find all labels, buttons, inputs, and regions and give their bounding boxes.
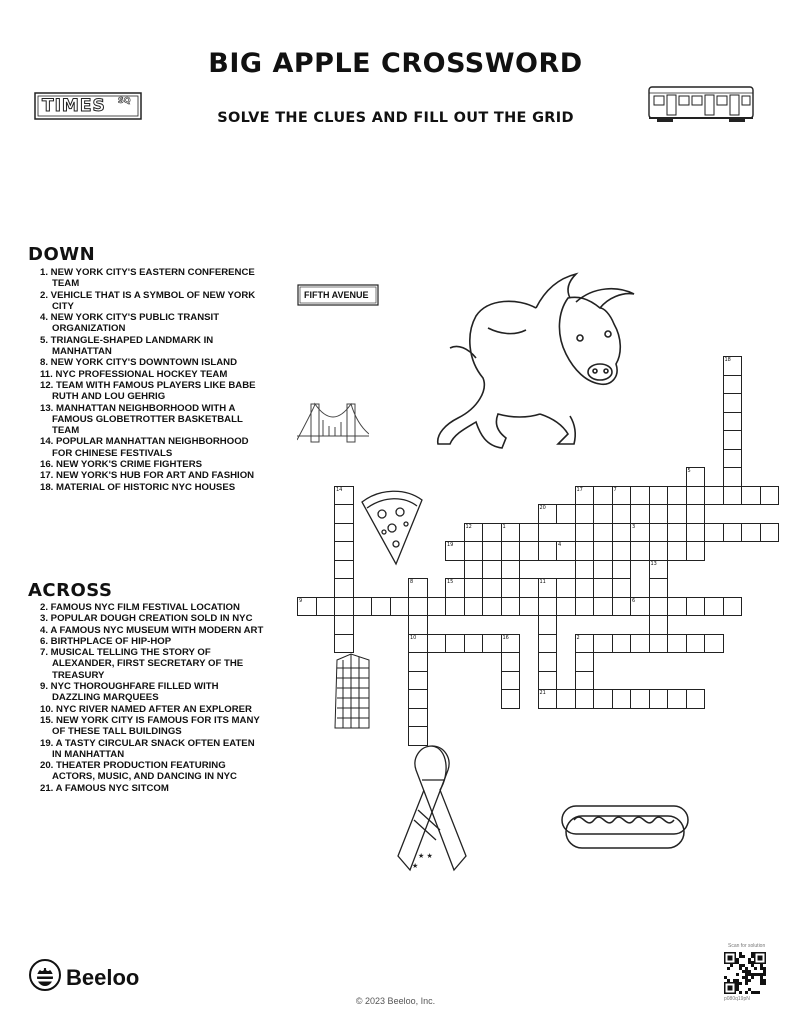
clue-number: 10. [40,703,57,715]
ribbon-icon [392,740,472,880]
times-sign-sup: SQ [118,96,131,105]
grid-cell[interactable] [612,486,632,506]
down-clue [40,482,260,493]
grid-cell[interactable] [501,560,521,580]
grid-cell[interactable] [630,634,650,654]
grid-cell[interactable] [667,523,687,543]
grid-cell[interactable] [556,597,576,617]
qr-label: Scan for solution [728,943,766,949]
grid-cell[interactable] [334,486,354,506]
clue-number: 5. [40,334,51,346]
grid-cell[interactable] [334,504,354,524]
down-clue-list [40,267,260,493]
grid-cell[interactable] [408,708,428,728]
grid-cell[interactable] [501,652,521,672]
clue-text: VEHICLE THAT IS A SYMBOL OF NEW YORK CITY [50,289,256,312]
grid-cell[interactable] [519,597,539,617]
clue-text: TRIANGLE-SHAPED LANDMARK IN MANHATTAN [50,334,214,358]
grid-cell[interactable] [464,560,484,580]
grid-cell[interactable] [686,689,706,709]
grid-cell[interactable] [704,597,724,617]
grid-cell[interactable] [649,486,669,506]
grid-cell[interactable] [334,597,354,617]
grid-cell[interactable] [575,486,595,506]
cell-number: 5 [687,468,691,474]
grid-cell[interactable] [501,578,521,598]
grid-cell[interactable] [334,634,354,654]
across-clue [40,738,266,761]
grid-cell[interactable] [575,578,595,598]
grid-cell[interactable] [723,523,743,543]
across-clue [40,613,266,624]
times-square-sign [34,92,142,120]
bee-logo-icon [28,958,62,992]
grid-cell[interactable] [612,634,632,654]
grid-cell[interactable] [316,597,336,617]
grid-cell[interactable] [482,634,502,654]
grid-cell[interactable] [630,541,650,561]
down-heading: DOWN [28,244,96,265]
across-clue [40,647,266,681]
grid-cell[interactable] [575,597,595,617]
grid-cell[interactable] [408,615,428,635]
clue-text: NEW YORK CITY'S DOWNTOWN ISLAND [50,357,238,369]
grid-cell[interactable] [556,689,576,709]
grid-cell[interactable] [723,597,743,617]
grid-cell[interactable] [686,634,706,654]
grid-cell[interactable] [649,689,669,709]
grid-cell[interactable] [649,523,669,543]
bridge-icon [297,400,369,446]
across-clue [40,783,266,794]
across-clue-list [40,602,266,794]
grid-cell[interactable] [408,597,428,617]
grid-cell[interactable] [593,597,613,617]
qr-code[interactable] [724,952,766,994]
grid-cell[interactable] [667,634,687,654]
grid-cell[interactable] [686,541,706,561]
grid-cell[interactable] [501,597,521,617]
down-clue [40,380,260,403]
grid-cell[interactable] [723,449,743,469]
clue-text: NYC THOROUGHFARE FILLED WITH DAZZLING MARQUEES [50,681,219,704]
grid-cell[interactable] [408,689,428,709]
grid-cell[interactable] [556,578,576,598]
grid-cell[interactable] [334,578,354,598]
grid-cell[interactable] [612,597,632,617]
grid-cell[interactable] [371,597,391,617]
grid-cell[interactable] [390,597,410,617]
grid-cell[interactable] [334,541,354,561]
clue-number: 6. [40,635,51,647]
down-clue [40,470,260,481]
across-heading: ACROSS [28,580,113,601]
times-sign-text: TIMES [42,96,106,116]
clue-text: BIRTHPLACE OF HIP-HOP [50,635,172,647]
grid-cell[interactable] [612,523,632,543]
charging-bull-illustration [428,268,643,458]
grid-cell[interactable] [686,597,706,617]
clue-text: FAMOUS NYC FILM FESTIVAL LOCATION [50,602,240,613]
grid-cell[interactable] [575,671,595,691]
grid-cell[interactable] [649,541,669,561]
grid-cell[interactable] [760,523,780,543]
grid-cell[interactable] [427,597,447,617]
clue-number: 15. [40,714,57,726]
grid-cell[interactable] [538,615,558,635]
clue-number: 8. [40,357,51,369]
grid-cell[interactable] [538,689,558,709]
cell-number: 19 [447,542,454,548]
cell-number: 6 [632,597,636,604]
grid-cell[interactable] [445,578,465,598]
grid-cell[interactable] [612,689,632,709]
grid-cell[interactable] [723,356,743,376]
cell-number: 3 [632,523,636,530]
cell-number: 9 [299,597,303,604]
grid-cell[interactable] [408,578,428,598]
cell-number: 10 [410,634,417,641]
clue-text: NEW YORK CITY'S EASTERN CONFERENCE TEAM [50,267,255,290]
cell-number: 2 [576,634,580,641]
clue-text: THEATER PRODUCTION FEATURING ACTORS, MUSIC, AND DANCING IN NYC [52,760,237,783]
clue-text: A TASTY CIRCULAR SNACK OFTEN EATEN IN MANHATTAN [52,737,255,760]
clue-text: POPULAR DOUGH CREATION SOLD IN NYC [50,613,253,625]
grid-cell[interactable] [593,578,613,598]
down-clue [40,335,260,358]
down-clue [40,290,260,313]
across-clue [40,704,266,715]
grid-cell[interactable] [723,467,743,487]
brand-name: Beeloo [66,965,140,990]
grid-cell[interactable] [408,726,428,746]
grid-cell[interactable] [723,430,743,450]
grid-cell[interactable] [649,634,669,654]
grid-cell[interactable] [593,486,613,506]
grid-cell[interactable] [445,541,465,561]
cell-number: 21 [539,690,546,696]
grid-cell[interactable] [482,523,502,543]
clue-number: 2. [40,289,51,301]
grid-cell[interactable] [538,504,558,524]
grid-cell[interactable] [686,523,706,543]
grid-cell[interactable] [464,578,484,598]
clue-text: NEW YORK CITY IS FAMOUS FOR ITS MANY OF THESE TALL BUILDINGS [52,714,260,738]
cell-number: 4 [558,542,562,548]
cell-number: 11 [539,579,546,585]
grid-cell[interactable] [501,523,521,543]
grid-cell[interactable] [704,523,724,543]
grid-cell[interactable] [464,634,484,654]
subway-car-illustration [647,84,755,124]
across-clue [40,715,266,738]
grid-cell[interactable] [612,504,632,524]
grid-cell[interactable] [538,578,558,598]
grid-cell[interactable] [630,504,650,524]
grid-cell[interactable] [667,689,687,709]
clue-number: 13. [40,402,57,414]
pizza-icon [356,488,426,568]
grid-cell[interactable] [593,689,613,709]
subway-car-icon [647,84,755,124]
cell-number: 15 [447,579,454,585]
grid-cell[interactable] [723,486,743,506]
grid-cell[interactable] [538,671,558,691]
clue-text: A FAMOUS NYC MUSEUM WITH MODERN ART [50,624,264,636]
flatiron-building-illustration [331,652,373,730]
grid-cell[interactable] [482,597,502,617]
grid-cell[interactable] [519,523,539,543]
down-clue [40,403,260,437]
grid-cell[interactable] [464,523,484,543]
grid-cell[interactable] [538,634,558,654]
grid-cell[interactable] [482,578,502,598]
grid-cell[interactable] [575,560,595,580]
grid-cell[interactable] [704,486,724,506]
grid-cell[interactable] [538,652,558,672]
ribbon-illustration [392,740,472,880]
grid-cell[interactable] [501,689,521,709]
clue-number: 12. [40,379,57,391]
grid-cell[interactable] [575,523,595,543]
cell-number: 13 [650,560,657,567]
grid-cell[interactable] [593,634,613,654]
grid-cell[interactable] [538,541,558,561]
across-clue [40,636,266,647]
clue-text: NEW YORK'S HUB FOR ART AND FASHION [56,470,255,482]
cell-number: 18 [724,357,731,363]
grid-cell[interactable] [630,689,650,709]
grid-cell[interactable] [612,578,632,598]
grid-cell[interactable] [612,560,632,580]
grid-cell[interactable] [649,504,669,524]
down-clue [40,312,260,335]
grid-cell[interactable] [464,541,484,561]
grid-cell[interactable] [630,523,650,543]
svg-text:★: ★ [412,862,419,870]
clue-number: 16. [40,459,57,471]
clue-text: NEW YORK'S CRIME FIGHTERS [56,459,203,471]
grid-cell[interactable] [297,597,317,617]
grid-cell[interactable] [445,634,465,654]
grid-cell[interactable] [723,375,743,395]
clue-number: 21. [40,782,56,794]
clue-text: MATERIAL OF HISTORIC NYC HOUSES [56,481,236,493]
grid-cell[interactable] [556,541,576,561]
clue-number: 9. [40,681,51,693]
down-clue [40,459,260,470]
cell-number: 12 [465,523,472,530]
grid-cell[interactable] [667,486,687,506]
beeloo-logo [28,958,62,992]
grid-cell[interactable] [464,597,484,617]
grid-cell[interactable] [575,652,595,672]
clue-text: A FAMOUS NYC SITCOM [55,782,169,794]
flatiron-icon [331,652,373,730]
clue-number: 4. [40,624,51,636]
grid-cell[interactable] [501,541,521,561]
grid-cell[interactable] [334,523,354,543]
grid-cell[interactable] [649,560,669,580]
grid-cell[interactable] [575,504,595,524]
hot-dog-icon [560,796,690,856]
grid-cell[interactable] [427,634,447,654]
grid-cell[interactable] [649,597,669,617]
page-title: BIG APPLE CROSSWORD [208,48,583,79]
down-clue [40,436,260,459]
grid-cell[interactable] [723,412,743,432]
clue-number: 2. [40,602,51,613]
clue-number: 11. [40,368,56,380]
grid-cell[interactable] [741,486,761,506]
grid-cell[interactable] [667,597,687,617]
fifth-avenue-text: FIFTH AVENUE [304,290,369,300]
across-clue [40,625,266,636]
copyright-text: © 2023 Beeloo, Inc. [355,996,436,1006]
grid-cell[interactable] [408,652,428,672]
grid-cell[interactable] [760,486,780,506]
grid-cell[interactable] [575,689,595,709]
grid-cell[interactable] [408,634,428,654]
clue-number: 14. [40,436,57,448]
clue-text: MUSICAL TELLING THE STORY OF ALEXANDER, FIRST SECRETARY OF THE TREASURY [50,647,244,681]
qr-code-icon [724,952,766,994]
grid-cell[interactable] [334,560,354,580]
grid-cell[interactable] [556,504,576,524]
bull-icon [428,268,643,458]
fifth-avenue-sign [297,283,379,307]
cell-number: 7 [613,486,617,493]
grid-cell[interactable] [334,615,354,635]
grid-cell[interactable] [519,541,539,561]
grid-cell[interactable] [649,615,669,635]
cell-number: 8 [410,579,414,585]
grid-cell[interactable] [408,671,428,691]
grid-cell[interactable] [630,486,650,506]
grid-cell[interactable] [501,634,521,654]
clue-number: 19. [40,737,56,749]
cell-number: 14 [336,486,343,493]
cell-number: 1 [502,523,506,530]
grid-cell[interactable] [686,504,706,524]
clue-number: 4. [40,312,51,324]
across-clue [40,602,266,613]
clue-text: NYC RIVER NAMED AFTER AN EXPLORER [56,703,252,715]
grid-cell[interactable] [649,578,669,598]
clue-number: 20. [40,760,57,772]
down-clue [40,369,260,380]
grid-cell[interactable] [686,467,706,487]
clue-number: 17. [40,470,57,482]
grid-cell[interactable] [482,541,502,561]
grid-cell[interactable] [723,393,743,413]
grid-cell[interactable] [575,541,595,561]
clue-text: POPULAR MANHATTAN NEIGHBORHOOD FOR CHINESE FESTIVALS [52,436,249,459]
clue-number: 1. [40,267,51,278]
grid-cell[interactable] [667,541,687,561]
pizza-slice-illustration [356,488,426,568]
clue-number: 3. [40,613,51,625]
cell-number: 17 [576,486,583,493]
grid-cell[interactable] [353,597,373,617]
clue-number: 7. [40,647,51,659]
grid-cell[interactable] [445,597,465,617]
svg-text:★ ★: ★ ★ [418,852,433,860]
clue-number: 18. [40,481,57,493]
grid-cell[interactable] [501,671,521,691]
clue-text: NYC PROFESSIONAL HOCKEY TEAM [55,368,228,380]
qr-code-id: p080q19pN [724,996,750,1002]
grid-cell[interactable] [667,504,687,524]
down-clue [40,357,260,368]
grid-cell[interactable] [519,578,539,598]
clue-text: NEW YORK CITY'S PUBLIC TRANSIT ORGANIZATION [50,312,220,335]
grid-cell[interactable] [612,541,632,561]
grid-cell[interactable] [593,541,613,561]
grid-cell[interactable] [704,634,724,654]
down-clue [40,267,260,290]
grid-cell[interactable] [686,486,706,506]
across-clue [40,760,266,783]
brooklyn-bridge-illustration [297,400,369,446]
clue-text: TEAM WITH FAMOUS PLAYERS LIKE BABE RUTH AND LOU GEHRIG [52,379,256,403]
grid-cell[interactable] [538,597,558,617]
grid-cell[interactable] [575,634,595,654]
cell-number: 20 [539,505,546,511]
cell-number: 16 [502,634,509,641]
grid-cell[interactable] [630,597,650,617]
grid-cell[interactable] [593,504,613,524]
hot-dog-illustration [560,796,690,856]
page-subtitle: SOLVE THE CLUES AND FILL OUT THE GRID [217,110,574,126]
across-clue [40,681,266,704]
grid-cell[interactable] [741,523,761,543]
clue-text: MANHATTAN NEIGHBORHOOD WITH A FAMOUS GLOBETROTTER BASKETBALL TEAM [52,402,243,437]
